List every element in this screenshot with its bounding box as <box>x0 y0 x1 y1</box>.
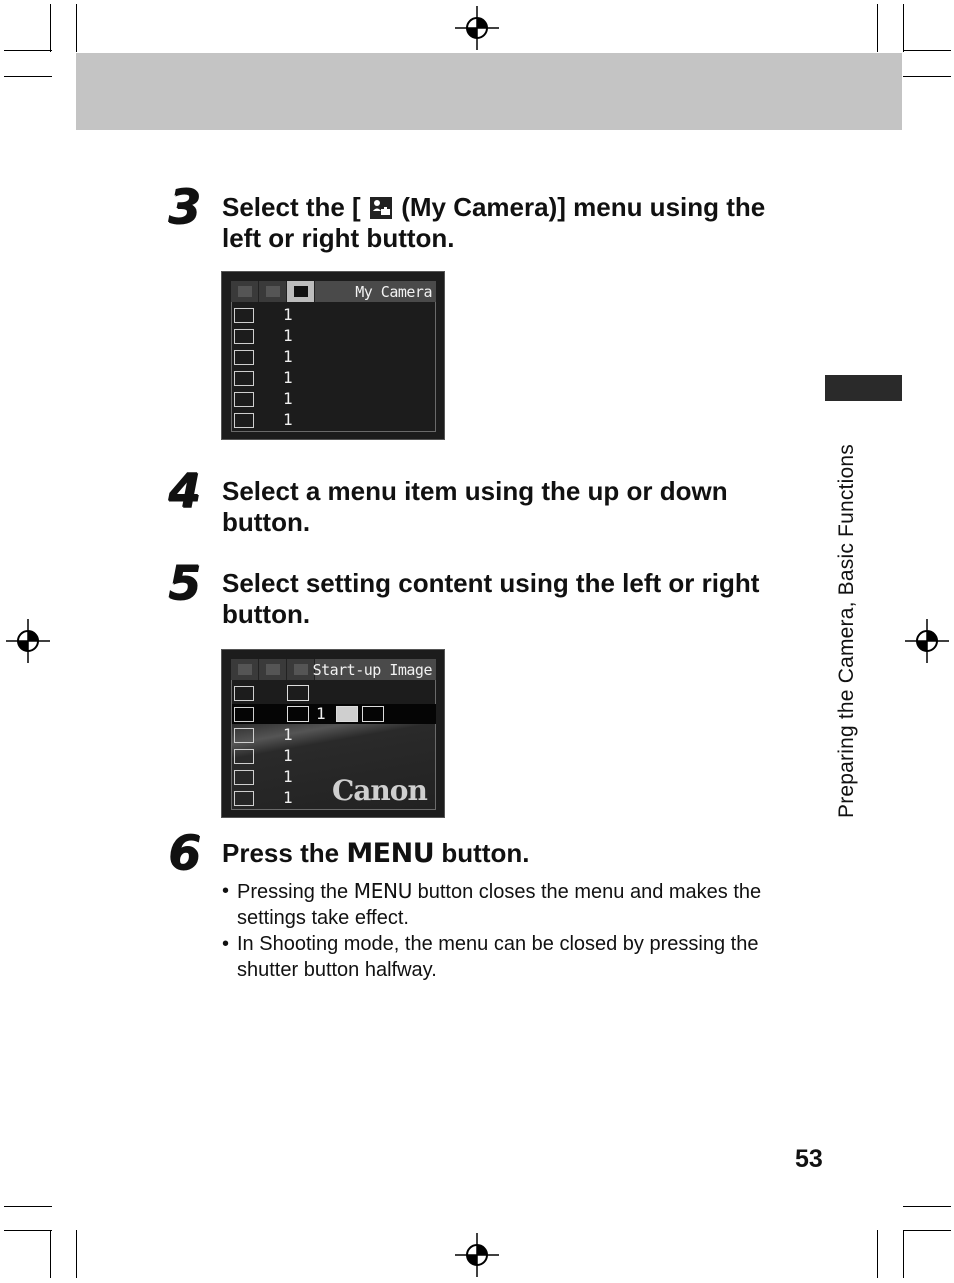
shutter-sound-icon <box>234 770 254 785</box>
lcd-screen-start-up-image <box>221 649 445 818</box>
theme-icon <box>234 791 254 806</box>
camera-icon <box>238 664 252 675</box>
selftimer-sound-icon <box>234 371 254 386</box>
side-label: Preparing the Camera, Basic Functions <box>835 444 858 818</box>
header-band <box>76 53 902 130</box>
registration-mark-bottom <box>455 1233 499 1277</box>
crop-mark <box>903 50 951 51</box>
menu-row <box>234 683 434 703</box>
crop-mark <box>50 1230 51 1278</box>
note-text-before: Pressing the <box>237 881 349 903</box>
menu-row <box>234 326 434 346</box>
step-3-text-before: Select the [ <box>222 192 361 222</box>
step-6-text <box>222 838 792 869</box>
start-up-sound-icon <box>234 329 254 344</box>
registration-mark-top <box>455 6 499 50</box>
step-number-4: 4 <box>168 464 201 519</box>
page-number: 53 <box>795 1145 823 1173</box>
selftimer-sound-icon <box>234 749 254 764</box>
row-value: 1 <box>283 347 293 366</box>
menu-button-label: MENU <box>346 838 435 869</box>
start-up-image-icon <box>234 686 254 701</box>
start-up-sound-icon <box>234 707 254 722</box>
tab-setup <box>259 281 287 302</box>
row-value: 1 <box>283 725 293 744</box>
option <box>362 706 384 722</box>
menu-row <box>234 410 434 430</box>
canon-logo: Canon <box>332 774 427 807</box>
crop-mark <box>903 1206 951 1207</box>
step-number-6: 6 <box>168 826 201 881</box>
step-6-text-after: button. <box>441 838 530 868</box>
menu-row <box>234 389 434 409</box>
tab-my-camera <box>287 659 315 680</box>
menu-button-label: MENU <box>353 879 413 903</box>
crop-mark <box>76 1230 77 1278</box>
crop-mark <box>4 1230 52 1231</box>
setup-icon <box>266 664 280 675</box>
lcd-screen-my-camera <box>221 271 445 440</box>
crop-mark <box>903 76 951 77</box>
menu-row <box>234 305 434 325</box>
crop-mark <box>50 4 51 52</box>
tab-shooting <box>231 659 259 680</box>
camera-icon <box>238 286 252 297</box>
crop-mark <box>877 1230 878 1278</box>
menu-tabs <box>231 659 315 680</box>
step-5-text: Select setting content using the left or right button. <box>222 568 760 629</box>
setup-icon <box>266 286 280 297</box>
crop-mark <box>4 1206 52 1207</box>
step-3-text-after: (My Camera)] menu using the left or right button. <box>222 192 766 253</box>
step-3-text <box>222 192 792 254</box>
registration-mark-right <box>905 619 949 663</box>
option-off <box>287 706 309 722</box>
menu-row <box>234 746 434 766</box>
tab-shooting <box>231 281 259 302</box>
step-number-5: 5 <box>168 556 201 611</box>
notes-list <box>222 878 802 983</box>
option-value: 1 <box>316 704 326 723</box>
crop-mark <box>4 76 52 77</box>
my-camera-icon <box>294 286 308 297</box>
menu-tabs <box>231 281 315 302</box>
crop-mark <box>903 1230 951 1231</box>
tab-setup <box>259 659 287 680</box>
row-value: 1 <box>283 305 293 324</box>
row-value: 1 <box>283 746 293 765</box>
crop-mark <box>4 50 52 51</box>
note-text-after: button closes the menu and makes the settings take effect. <box>237 881 762 929</box>
my-camera-icon <box>294 664 308 675</box>
operation-sound-icon <box>234 350 254 365</box>
my-camera-icon <box>370 197 392 219</box>
option-off <box>287 685 309 701</box>
registration-mark-left <box>6 619 50 663</box>
menu-row <box>234 368 434 388</box>
row-value: 1 <box>283 788 293 807</box>
row-value: 1 <box>283 389 293 408</box>
note-item <box>222 878 802 931</box>
operation-sound-icon <box>234 728 254 743</box>
note-item: • In Shooting mode, the menu can be closed by pressing the shutter button halfway. <box>222 931 802 983</box>
row-value: 1 <box>283 368 293 387</box>
theme-icon <box>234 413 254 428</box>
shutter-sound-icon <box>234 392 254 407</box>
step-number-3: 3 <box>168 180 201 235</box>
tab-my-camera <box>287 281 315 302</box>
crop-mark <box>903 4 904 52</box>
crop-mark <box>877 4 878 52</box>
screen-title: My Camera <box>355 283 432 301</box>
option-selected <box>336 706 358 722</box>
step-6-text-before: Press the <box>222 838 340 868</box>
menu-row <box>234 725 434 745</box>
menu-row <box>234 347 434 367</box>
crop-mark <box>76 4 77 52</box>
start-up-image-icon <box>234 308 254 323</box>
row-value: 1 <box>283 326 293 345</box>
row-value: 1 <box>283 410 293 429</box>
menu-row-highlighted <box>232 704 436 724</box>
row-value: 1 <box>283 767 293 786</box>
step-4-text: Select a menu item using the up or down button. <box>222 476 728 537</box>
crop-mark <box>903 1230 904 1278</box>
screen-title: Start-up Image <box>312 661 432 679</box>
